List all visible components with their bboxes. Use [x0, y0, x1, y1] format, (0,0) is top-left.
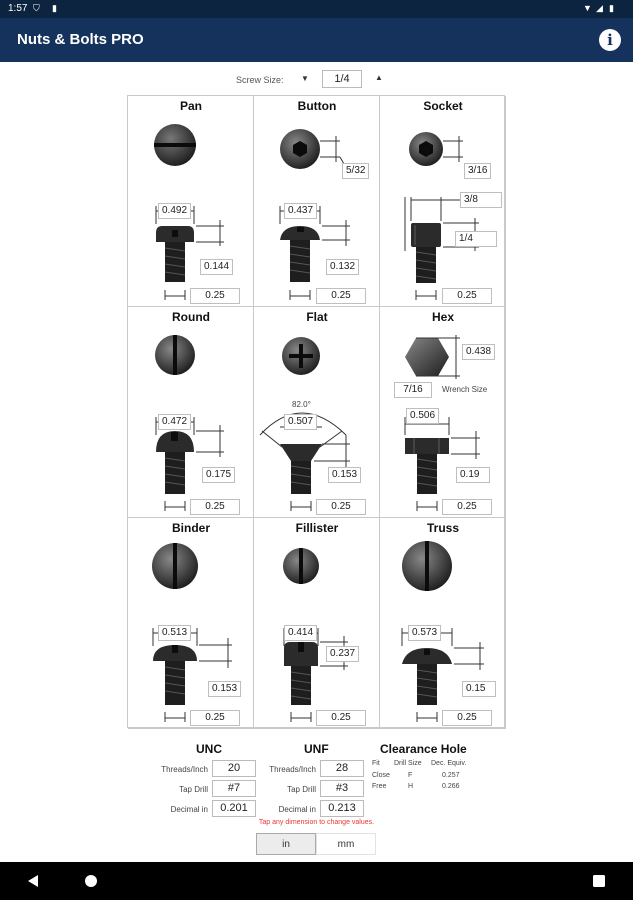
- truss-screw-icon: [380, 518, 506, 729]
- size-down-icon[interactable]: ▼: [301, 74, 309, 83]
- head-cell-socket: [380, 96, 506, 307]
- unc-tap-value[interactable]: #7: [212, 780, 256, 797]
- head-name: Flat: [306, 310, 328, 324]
- unf-tap-label: Tap Drill: [287, 785, 316, 794]
- head-width-value[interactable]: 0.414: [284, 625, 317, 641]
- thread-length-value[interactable]: 0.25: [442, 499, 492, 515]
- unit-mm-button[interactable]: mm: [316, 833, 376, 855]
- head-width-value[interactable]: 3/8: [460, 192, 502, 208]
- thread-length-value[interactable]: 0.25: [316, 288, 366, 304]
- unf-tap-value[interactable]: #3: [320, 780, 364, 797]
- head-height-value[interactable]: 0.175: [202, 467, 235, 483]
- head-height-value[interactable]: 0.237: [326, 646, 359, 662]
- unit-inch-button[interactable]: in: [256, 833, 316, 855]
- clearance-row-drill: F: [408, 772, 413, 779]
- unf-title: UNF: [304, 742, 329, 756]
- clearance-header-dec: Dec. Equiv.: [431, 760, 467, 767]
- hint-text: Tap any dimension to change values.: [258, 819, 375, 826]
- app-title: Nuts & Bolts PRO: [17, 31, 144, 48]
- round-screw-icon: [128, 307, 254, 518]
- clearance-header-fit: Fit: [372, 760, 380, 767]
- hex-screw-icon: [380, 307, 506, 518]
- head-height-value[interactable]: 0.153: [208, 681, 241, 697]
- thread-length-value[interactable]: 0.25: [190, 499, 240, 515]
- head-name: Binder: [171, 521, 210, 535]
- head-width-value[interactable]: 0.513: [158, 625, 191, 641]
- key-size-value[interactable]: 3/16: [464, 163, 491, 179]
- unc-threads-value[interactable]: 20: [212, 760, 256, 777]
- screw-size-label: Screw Size:: [236, 75, 284, 85]
- fillister-screw-icon: [254, 518, 380, 729]
- head-height-value[interactable]: 0.132: [326, 259, 359, 275]
- head-width-value[interactable]: 0.506: [406, 408, 439, 424]
- unc-title: UNC: [196, 742, 222, 756]
- back-icon[interactable]: [26, 874, 40, 888]
- thread-length-value[interactable]: 0.25: [190, 710, 240, 726]
- info-icon[interactable]: i: [599, 29, 621, 51]
- head-height-value[interactable]: 0.15: [462, 681, 496, 697]
- navigation-bar: [0, 862, 633, 900]
- home-icon[interactable]: [84, 874, 98, 888]
- clearance-row-dec: 0.257: [442, 772, 460, 779]
- thread-length-value[interactable]: 0.25: [442, 288, 492, 304]
- battery-icon: ▮: [609, 3, 614, 13]
- unf-threads-label: Threads/Inch: [269, 765, 316, 774]
- head-cell-binder: [128, 518, 254, 729]
- thread-length-value[interactable]: 0.25: [442, 710, 492, 726]
- head-cell-hex: [380, 307, 506, 518]
- head-name: Fillister: [295, 521, 339, 535]
- head-height-value[interactable]: 0.144: [200, 259, 233, 275]
- pan-screw-icon: [128, 96, 254, 307]
- clearance-row-drill: H: [408, 783, 414, 790]
- app-bar: [0, 18, 633, 62]
- clearance-row-dec: 0.266: [442, 783, 460, 790]
- countersink-angle[interactable]: 82.0°: [292, 400, 311, 409]
- head-height-value[interactable]: 0.19: [456, 467, 490, 483]
- clearance-row-fit: Close: [372, 772, 390, 779]
- head-name: Socket: [423, 99, 463, 113]
- flat-screw-icon: [254, 307, 380, 518]
- clearance-row-fit: Free: [372, 783, 387, 790]
- signal-icon: ◢: [596, 3, 603, 13]
- screw-size-selector: [0, 70, 633, 90]
- recent-apps-icon[interactable]: [592, 874, 606, 888]
- unf-decimal-value[interactable]: 0.213: [320, 800, 364, 817]
- clearance-hole-title: Clearance Hole: [380, 742, 467, 756]
- key-size-value[interactable]: 5/32: [342, 163, 369, 179]
- binder-screw-icon: [128, 518, 254, 729]
- head-width-value[interactable]: 0.472: [158, 414, 191, 430]
- head-height-value[interactable]: 0.153: [328, 467, 361, 483]
- unc-decimal-label: Decimal in: [170, 805, 208, 814]
- wrench-size-label: Wrench Size: [442, 385, 488, 394]
- wifi-icon: ▼: [583, 3, 592, 13]
- head-cell-button: [254, 96, 380, 307]
- head-height-value[interactable]: 1/4: [455, 231, 497, 247]
- head-name: Hex: [431, 310, 454, 324]
- shield-icon: ⛉: [33, 3, 40, 13]
- head-cell-round: [128, 307, 254, 518]
- status-bar: [0, 0, 633, 18]
- size-up-icon[interactable]: ▲: [375, 73, 383, 82]
- head-width-value[interactable]: 0.492: [158, 203, 191, 219]
- head-name: Pan: [179, 99, 202, 113]
- thread-length-value[interactable]: 0.25: [190, 288, 240, 304]
- thread-length-value[interactable]: 0.25: [316, 710, 366, 726]
- head-cell-flat: [254, 307, 380, 518]
- thread-length-value[interactable]: 0.25: [316, 499, 366, 515]
- button-screw-icon: [254, 96, 380, 307]
- head-width-value[interactable]: 0.507: [284, 414, 317, 430]
- head-width-value[interactable]: 0.573: [408, 625, 441, 641]
- head-types-grid: [127, 95, 505, 728]
- head-width-value[interactable]: 0.437: [284, 203, 317, 219]
- unc-threads-label: Threads/Inch: [161, 765, 208, 774]
- clearance-header-drill: Drill Size: [394, 760, 422, 767]
- head-name: Button: [297, 99, 337, 113]
- unf-threads-value[interactable]: 28: [320, 760, 364, 777]
- wrench-size-value[interactable]: 7/16: [394, 382, 432, 398]
- screw-size-value[interactable]: 1/4: [322, 70, 362, 88]
- head-cell-truss: [380, 518, 506, 729]
- status-time: 1:57: [8, 3, 28, 14]
- unc-tap-label: Tap Drill: [179, 785, 208, 794]
- sim-card-icon: ▮: [52, 3, 57, 13]
- head-cell-fillister: [254, 518, 380, 729]
- head-name: Round: [172, 310, 210, 324]
- unc-decimal-value[interactable]: 0.201: [212, 800, 256, 817]
- head-cell-pan: [128, 96, 254, 307]
- across-corners-value[interactable]: 0.438: [462, 344, 495, 360]
- head-name: Truss: [426, 521, 459, 535]
- unf-decimal-label: Decimal in: [278, 805, 316, 814]
